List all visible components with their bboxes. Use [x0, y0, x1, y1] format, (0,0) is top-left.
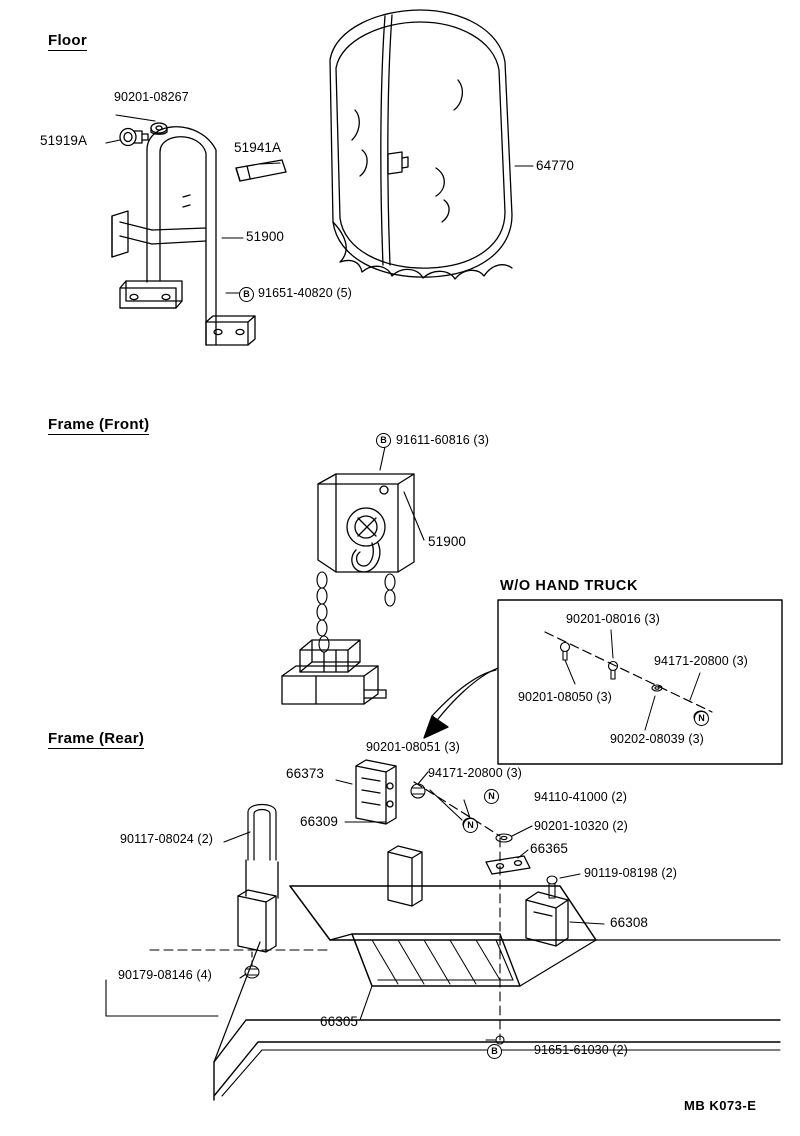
- badge-n-rear-2: N: [484, 789, 499, 804]
- badge-n-rear-1: N: [463, 818, 478, 833]
- callout-94171-20800-rear: 94171-20800 (3): [428, 766, 522, 780]
- callout-90201-08016: 90201-08016 (3): [566, 612, 660, 626]
- callout-66365: 66365: [530, 841, 569, 856]
- callout-91651-61030: 91651-61030 (2): [534, 1043, 628, 1057]
- callout-51941A: 51941A: [234, 140, 282, 155]
- callout-90201-08267: 90201-08267: [114, 90, 189, 104]
- badge-b-floor: B: [239, 287, 254, 302]
- inset-box-title: W/O HAND TRUCK: [500, 578, 639, 594]
- callout-51900-front: 51900: [428, 534, 467, 549]
- callout-66305: 66305: [320, 1014, 359, 1029]
- callout-90201-08050: 90201-08050 (3): [518, 690, 612, 704]
- section-title-frame-rear: Frame (Rear): [48, 730, 145, 747]
- callout-66308: 66308: [610, 915, 649, 930]
- callout-90201-08051: 90201-08051 (3): [366, 740, 460, 754]
- callout-90202-08039: 90202-08039 (3): [610, 732, 704, 746]
- callout-64770: 64770: [536, 158, 575, 173]
- callout-90119-08198: 90119-08198 (2): [584, 866, 678, 880]
- callout-90179-08146: 90179-08146 (4): [118, 968, 212, 982]
- section-title-floor: Floor: [48, 32, 87, 49]
- badge-n-inset: N: [694, 711, 709, 726]
- callout-51919A: 51919A: [40, 133, 88, 148]
- callout-91651-40820: 91651-40820 (5): [258, 286, 352, 300]
- callout-91611-60816: 91611-60816 (3): [396, 433, 490, 447]
- callout-51900-floor: 51900: [246, 229, 285, 244]
- diagram-footer-code: MB K073-E: [684, 1098, 757, 1113]
- callout-66373: 66373: [286, 766, 325, 781]
- callout-94110-41000: 94110-41000 (2): [534, 790, 628, 804]
- callout-90201-10320: 90201-10320 (2): [534, 819, 628, 833]
- section-title-frame-front: Frame (Front): [48, 416, 150, 433]
- badge-b-frame-front: B: [376, 433, 391, 448]
- callout-66309: 66309: [300, 814, 339, 829]
- badge-b-rear: B: [487, 1044, 502, 1059]
- callout-94171-20800-inset: 94171-20800 (3): [654, 654, 748, 668]
- callout-90117-08024: 90117-08024 (2): [120, 832, 214, 846]
